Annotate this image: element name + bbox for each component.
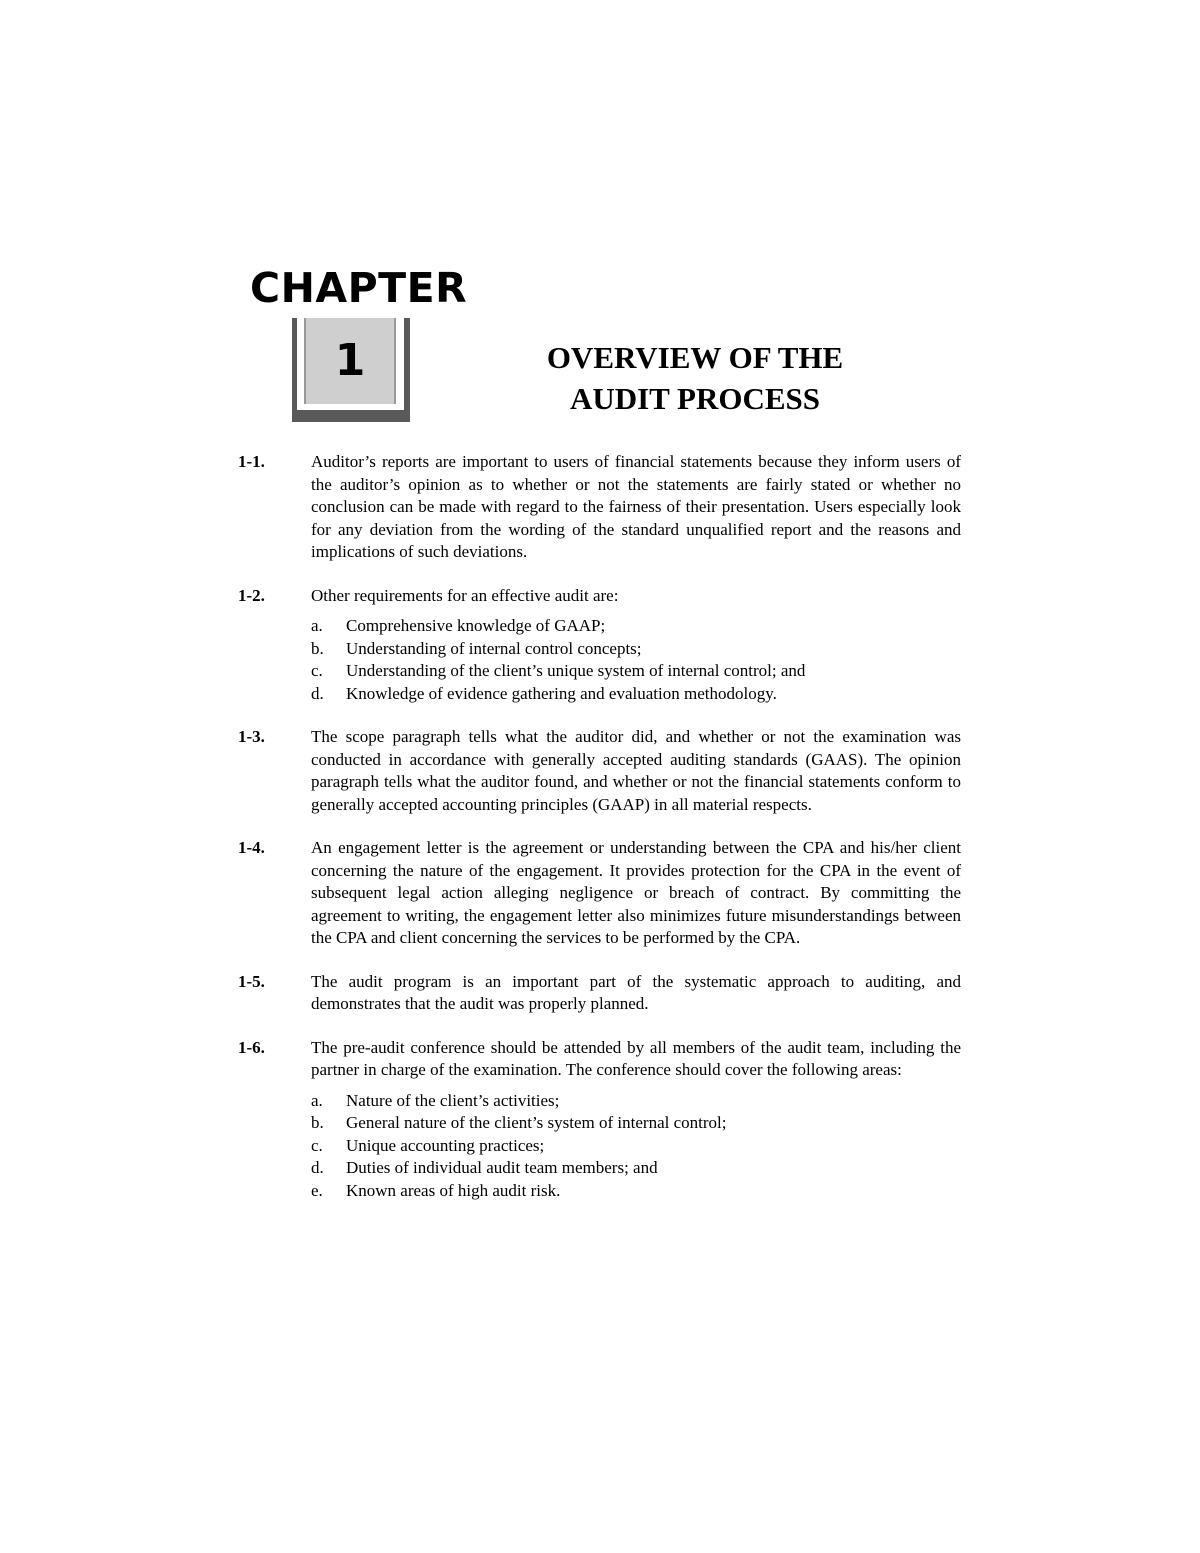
list-item xyxy=(311,660,961,683)
list-item-letter: d. xyxy=(311,1158,324,1177)
question-number: 1-6. xyxy=(238,1037,265,1057)
question-text: Other requirements for an effective audit are: xyxy=(311,585,619,605)
chapter-number: 1 xyxy=(304,318,396,404)
list-item-text: Knowledge of evidence gathering and evaluation methodology. xyxy=(346,683,777,703)
question-body xyxy=(311,971,961,1016)
question-body xyxy=(311,726,961,816)
question-number: 1-2. xyxy=(238,585,265,605)
list-item-letter: a. xyxy=(311,1090,323,1110)
sub-item-list xyxy=(311,1090,961,1203)
question-text: Auditor’s reports are important to users of financial statements because they inform users of the auditor’s opinion as to whether or not the statements are fairly stated or whether no conclusion can be made with regard to the fairness of their presentation. Users especially look for any deviation from the wording of the standard unqualified report and the reasons and implications of such deviations. xyxy=(311,452,961,561)
list-item xyxy=(311,1180,961,1203)
chapter-number-box xyxy=(292,318,410,422)
question-1-2 xyxy=(238,585,961,706)
question-text: The pre-audit conference should be attended by all members of the audit team, including the partner in charge of the examination. The conference should cover the following areas: xyxy=(311,1037,961,1079)
list-item-letter: e. xyxy=(311,1180,323,1200)
question-body xyxy=(311,451,961,564)
list-item-letter: c. xyxy=(311,1135,323,1155)
list-item-text: General nature of the client’s system of internal control; xyxy=(346,1113,727,1132)
list-item-text: Understanding of internal control concepts; xyxy=(346,638,642,658)
question-1-4 xyxy=(238,837,961,950)
list-item-text: Comprehensive knowledge of GAAP; xyxy=(346,616,606,635)
chapter-title-line-1: OVERVIEW OF THE xyxy=(546,340,844,375)
question-number: 1-3. xyxy=(238,727,265,746)
chapter-title xyxy=(490,337,900,419)
list-item-text: Unique accounting practices; xyxy=(346,1135,545,1155)
list-item-letter: b. xyxy=(311,1113,324,1132)
list-item xyxy=(311,1090,961,1113)
list-item xyxy=(311,683,961,706)
question-number: 1-4. xyxy=(238,838,265,857)
list-item xyxy=(311,1135,961,1158)
sub-item-list xyxy=(311,615,961,705)
question-body xyxy=(311,585,961,706)
list-item-text: Duties of individual audit team members; and xyxy=(346,1158,658,1177)
question-1-3 xyxy=(238,726,961,816)
list-item-letter: b. xyxy=(311,638,324,658)
list-item xyxy=(311,1112,961,1135)
list-item-letter: c. xyxy=(311,661,323,680)
question-1-1 xyxy=(238,451,961,564)
list-item-letter: d. xyxy=(311,683,324,703)
question-body xyxy=(311,1037,961,1203)
chapter-title-line-2: AUDIT PROCESS xyxy=(569,381,821,416)
question-number: 1-5. xyxy=(238,971,265,991)
list-item-text: Known areas of high audit risk. xyxy=(346,1180,561,1200)
list-item xyxy=(311,615,961,638)
list-item-text: Understanding of the client’s unique system of internal control; and xyxy=(346,661,806,680)
list-item xyxy=(311,638,961,661)
question-text: The audit program is an important part of the systematic approach to auditing, and demonstrates that the audit was properly planned. xyxy=(311,971,961,1013)
chapter-label: CHAPTER xyxy=(250,264,468,312)
question-text: An engagement letter is the agreement or understanding between the CPA and his/her client concerning the nature of the engagement. It provides protection for the CPA in the event of subsequent legal action alleging negligence or breach of contract. By committing the agreement to writing, the engagement letter also minimizes future misunderstandings between the CPA and client concerning the services to be performed by the CPA. xyxy=(311,838,961,947)
question-number: 1-1. xyxy=(238,452,265,471)
question-body xyxy=(311,837,961,950)
list-item-text: Nature of the client’s activities; xyxy=(346,1090,560,1110)
questions-list xyxy=(238,451,961,1223)
list-item-letter: a. xyxy=(311,616,323,635)
question-text: The scope paragraph tells what the auditor did, and whether or not the examination was conducted in accordance with generally accepted auditing standards (GAAS). The opinion paragraph tells what the auditor found, and whether or not the financial statements conform to generally accepted accounting principles (GAAP) in all material respects. xyxy=(311,727,961,814)
question-1-5 xyxy=(238,971,961,1016)
list-item xyxy=(311,1157,961,1180)
question-1-6 xyxy=(238,1037,961,1203)
